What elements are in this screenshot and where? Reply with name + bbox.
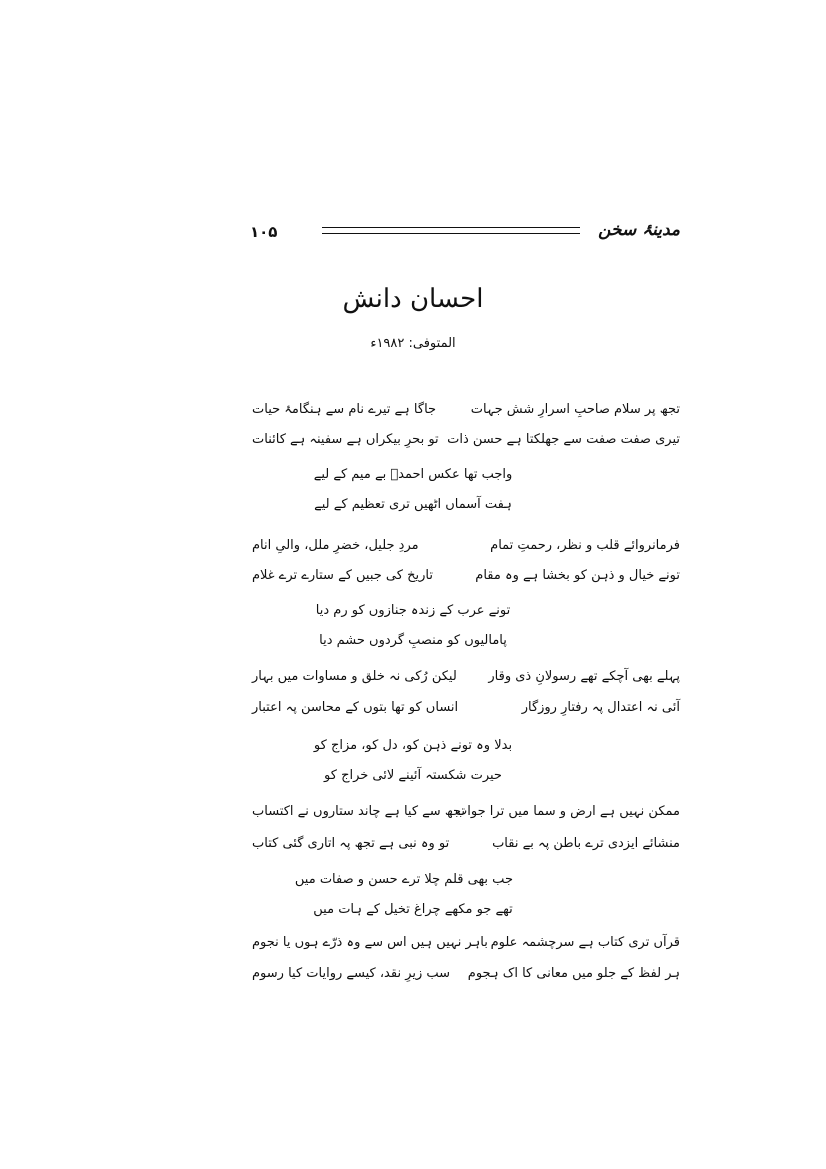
couplet-second-hemistich: باہر نہیں ہیں اس سے وہ ذرّے ہوں یا نجوم (252, 935, 488, 950)
running-header-book-name: مدینۂ سخن (598, 220, 680, 240)
couplet-first-hemistich: تونے خیال و ذہن کو بخشا ہے وہ مقام (475, 568, 680, 583)
couplet-first-hemistich: ہر لفظ کے جلو میں معانی کا اک ہجوم (467, 966, 680, 981)
couplet-second-hemistich: تاریخ کی جبیں کے ستارے ترے غلام (252, 568, 433, 583)
couplet-first-hemistich: منشائے ایزدی ترے باطن پہ بے نقاب (492, 836, 680, 851)
couplet-second-hemistich: تجھ سے کیا ہے چاند ستاروں نے اکتساب (252, 804, 466, 819)
refrain-line: بدلا وہ تونے ذہن کو، دل کو، مزاج کو (313, 738, 513, 753)
refrain-line: ہفت آسماں اٹھیں تری تعظیم کے لیے (314, 497, 512, 512)
refrain-line: پامالیوں کو منصبِ گردوں حشم دیا (319, 633, 507, 648)
refrain-line: تونے عرب کے زندہ جنازوں کو رم دیا (315, 603, 511, 618)
refrain-line: تھے جو مکھے چراغ تخیل کے ہات میں (313, 902, 513, 917)
couplet-first-hemistich: قرآں تری کتاب ہے سرچشمہ علوم (490, 935, 680, 950)
refrain-line: جب بھی قلم چلا ترے حسن و صفات میں (294, 872, 513, 887)
page-number: ۱۰۵ (250, 223, 278, 241)
death-year-subtitle: المتوفی: ۱۹۸۲ء (370, 336, 456, 351)
couplet-first-hemistich: تیری صفت صفت سے جھلکتا ہے حسن ذات (447, 432, 680, 447)
couplet-second-hemistich: جاگا ہے تیرے نام سے ہنگامۂ حیات (252, 402, 437, 417)
couplet-second-hemistich: تو بحرِ بیکراں ہے سفینہ ہے کائنات (252, 432, 439, 447)
refrain-line: واجب تھا عکس احمدؐ بے میم کے لیے (313, 467, 513, 482)
couplet-first-hemistich: آئی نہ اعتدال پہ رفتارِ روزگار (521, 700, 680, 715)
couplet-first-hemistich: ممکن نہیں ہے ارض و سما میں ترا جواب (455, 804, 680, 819)
couplet-first-hemistich: پہلے بھی آچکے تھے رسولانِ ذی وقار (488, 669, 680, 684)
couplet-first-hemistich: فرمانروائے قلب و نظر، رحمتِ تمام (490, 538, 680, 553)
couplet-second-hemistich: مردِ جلیل، خضرِ ملل، والیِ انام (252, 538, 419, 553)
couplet-second-hemistich: لیکن رُکی نہ خلق و مساوات میں بہار (252, 669, 457, 684)
couplet-second-hemistich: سب زیرِ نقد، کیسے روایات کیا رسوم (252, 966, 451, 981)
poet-name-title: احسان دانش (342, 284, 484, 314)
refrain-line: حیرت شکستہ آئینے لائی خراج کو (324, 768, 502, 783)
couplet-second-hemistich: انساں کو تھا بتوں کے محاسن پہ اعتبار (252, 700, 459, 715)
couplet-first-hemistich: تجھ پر سلام صاحبِ اسرارِ شش جہات (470, 402, 680, 417)
couplet-second-hemistich: تو وہ نبی ہے تجھ پہ اتاری گئی کتاب (252, 836, 450, 851)
